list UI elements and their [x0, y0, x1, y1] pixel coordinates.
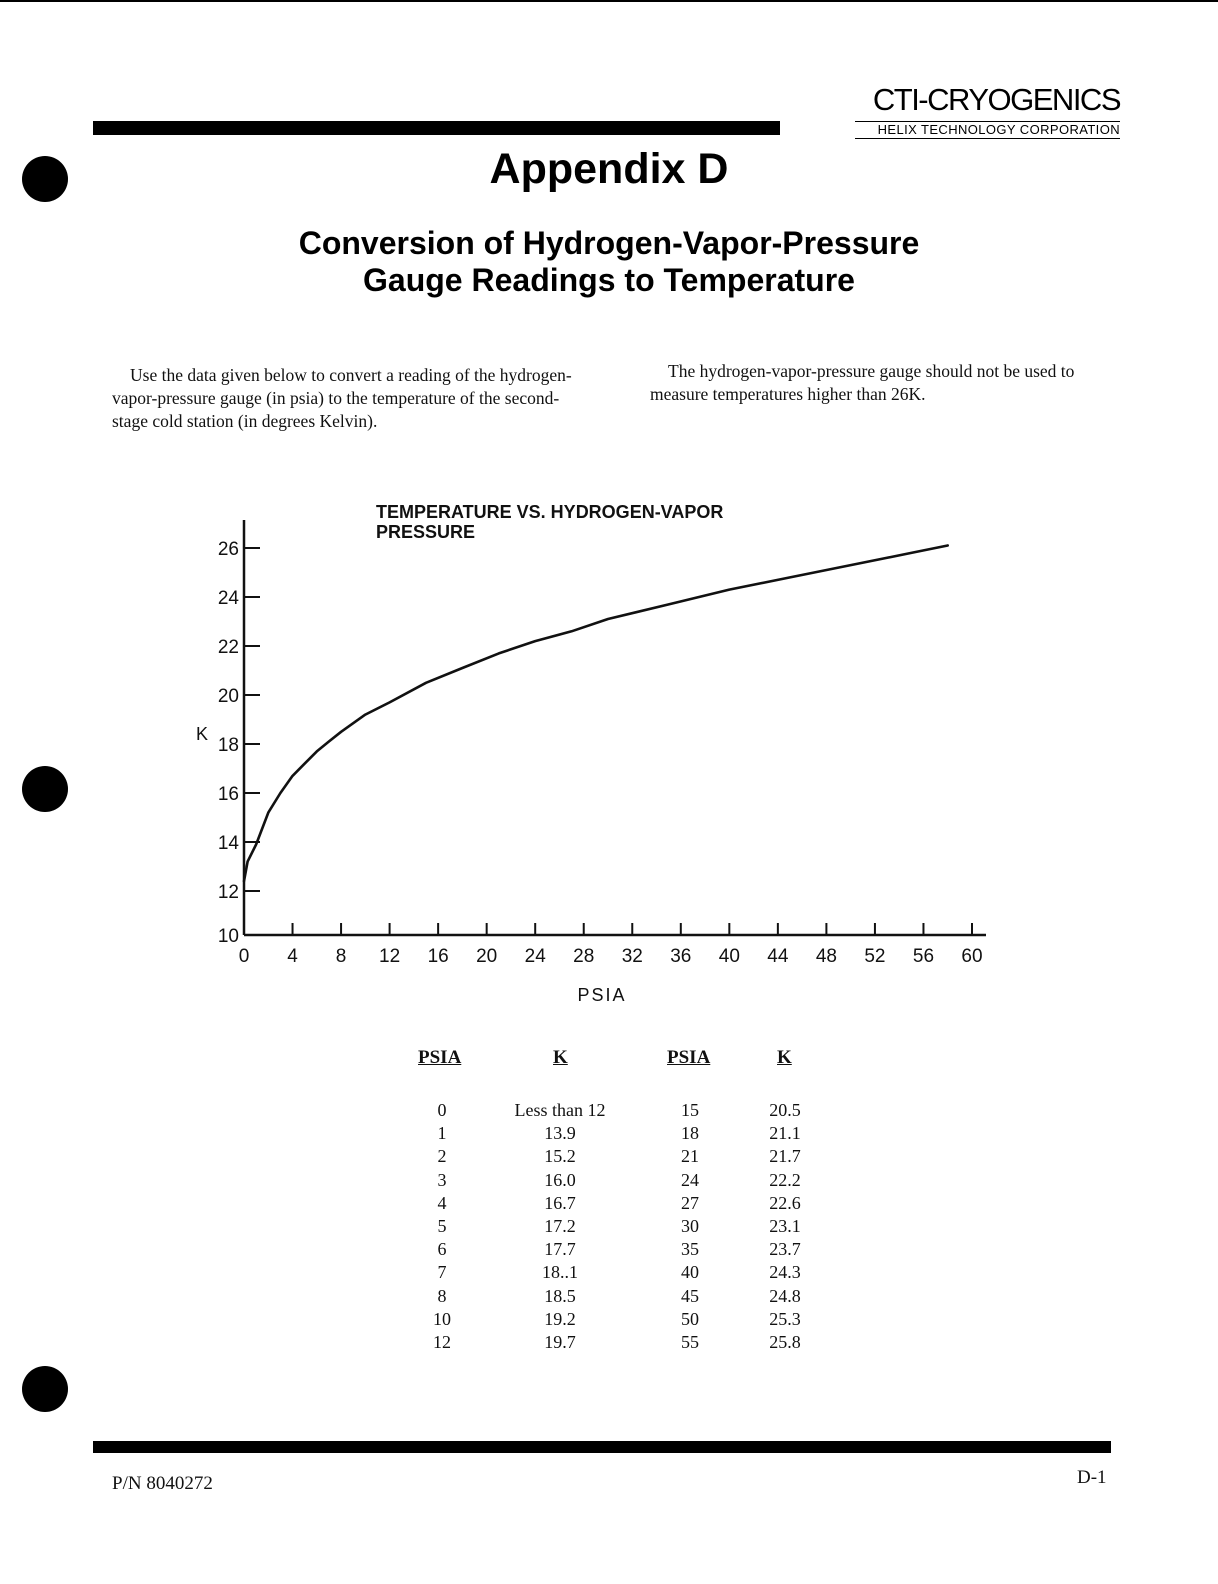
intro-paragraph-right: The hydrogen-vapor-pressure gauge should not be used to measure temperatures higher than 26K.: [650, 361, 1075, 404]
series-line-k: [244, 546, 948, 882]
table-cell-left-psia: 5: [437, 1216, 447, 1236]
company-logo-subtitle: HELIX TECHNOLOGY CORPORATION: [855, 121, 1120, 139]
table-header-k-right: K: [777, 1047, 792, 1068]
table-cell-left-psia: 3: [437, 1169, 447, 1190]
table-cell-left-k: 19.2: [544, 1308, 576, 1329]
y-tick-label: 14: [217, 833, 239, 854]
x-tick-label: 52: [864, 946, 886, 967]
table-cell-left-k: 16.7: [544, 1192, 576, 1213]
table-cell-left-k: 19.7: [544, 1332, 576, 1352]
table-cell-right-psia: 15: [681, 1100, 699, 1120]
table-cell-left-k: 17.2: [544, 1216, 576, 1236]
table-cell-right-k: 25.8: [769, 1332, 801, 1352]
table-cell-right-k: 23.7: [769, 1239, 801, 1260]
table-cell-right-psia: 45: [681, 1285, 699, 1306]
x-tick-label: 28: [573, 946, 595, 967]
x-tick-label: 36: [670, 946, 692, 967]
table-cell-right-psia: 24: [681, 1169, 699, 1190]
x-tick-label: 32: [621, 946, 643, 967]
table-header-k-left: K: [553, 1047, 568, 1068]
x-tick-label: 48: [815, 946, 837, 967]
table-cell-right-psia: 40: [681, 1262, 699, 1283]
table-header-psia-left: PSIA: [418, 1047, 462, 1068]
x-tick-label: 56: [912, 946, 935, 967]
x-tick-label: 40: [718, 946, 740, 967]
table-header-psia-right: PSIA: [667, 1047, 711, 1068]
table-cell-right-psia: 55: [681, 1332, 699, 1352]
y-tick-label: 22: [217, 637, 239, 658]
page-subtitle-line-2: Gauge Readings to Temperature: [363, 262, 855, 298]
table-cell-left-psia: 2: [437, 1146, 447, 1167]
x-tick-label: 16: [427, 946, 449, 967]
table-cell-right-psia: 18: [681, 1123, 699, 1144]
table-cell-right-k: 23.1: [769, 1216, 801, 1236]
table-cell-right-psia: 30: [681, 1216, 699, 1236]
table-cell-left-k: 15.2: [544, 1146, 576, 1167]
y-tick-label: 26: [217, 539, 239, 560]
footer-rule: [93, 1441, 1111, 1453]
part-number: P/N 8040272: [112, 1473, 213, 1494]
y-tick-label: 18: [217, 735, 239, 756]
x-tick-label: 44: [767, 946, 789, 967]
table-cell-left-psia: 7: [437, 1262, 447, 1283]
x-tick-label: 20: [476, 946, 498, 967]
y-tick-label: 16: [217, 784, 239, 805]
table-cell-right-psia: 21: [681, 1146, 699, 1167]
x-tick-label: 8: [335, 946, 347, 967]
table-cell-right-k: 24.3: [769, 1262, 801, 1283]
y-tick-label: 24: [217, 588, 239, 609]
x-tick-label: 0: [238, 946, 250, 967]
table-cell-right-k: 25.3: [769, 1308, 801, 1329]
y-tick-label: 20: [217, 686, 239, 707]
chart-title-line-2: PRESSURE: [376, 522, 476, 542]
y-tick-label: 12: [217, 882, 239, 903]
x-tick-label: 24: [524, 946, 546, 967]
table-cell-left-k: 13.9: [544, 1123, 576, 1144]
table-cell-left-psia: 4: [437, 1192, 447, 1213]
y-axis-label: K: [196, 724, 209, 744]
table-cell-left-psia: 6: [437, 1239, 447, 1260]
x-tick-label: 60: [961, 946, 983, 967]
page-title: Appendix D: [489, 145, 729, 193]
table-cell-left-psia: 1: [437, 1123, 447, 1144]
table-cell-left-psia: 8: [437, 1285, 447, 1306]
page-number: D-1: [1077, 1467, 1107, 1488]
y-tick-label: 10: [217, 926, 239, 947]
table-cell-right-k: 24.8: [769, 1285, 801, 1306]
table-cell-right-psia: 50: [681, 1308, 699, 1329]
x-tick-label: 4: [287, 946, 298, 967]
table-cell-left-psia: 10: [433, 1308, 451, 1329]
table-cell-left-k: 18.5: [544, 1285, 576, 1306]
intro-paragraph-left: Use the data given below to convert a reading of the hydrogen-vapor-pressure gauge (in psia) to the temperature of the second-stage cold station (in degrees Kelvin).: [112, 365, 572, 431]
table-cell-right-k: 22.6: [769, 1192, 801, 1213]
company-logo: CTI-CRYOGENICS: [872, 82, 1120, 117]
table-cell-right-psia: 35: [681, 1239, 699, 1260]
table-cell-left-k: 16.0: [544, 1169, 576, 1190]
table-cell-left-psia: 12: [433, 1332, 451, 1352]
table-cell-right-psia: 27: [681, 1192, 699, 1213]
binder-hole-bottom: [22, 1366, 68, 1412]
x-axis-label: PSIA: [577, 985, 627, 1005]
table-cell-right-k: 20.5: [769, 1100, 801, 1120]
x-tick-label: 12: [379, 946, 401, 967]
table-cell-left-k: 17.7: [544, 1239, 576, 1260]
table-cell-right-k: 21.1: [769, 1123, 801, 1144]
page-subtitle-line-1: Conversion of Hydrogen-Vapor-Pressure: [298, 225, 920, 261]
chart-title-line-1: TEMPERATURE VS. HYDROGEN-VAPOR: [376, 502, 724, 522]
table-cell-left-psia: 0: [437, 1100, 447, 1120]
table-cell-left-k: 18..1: [542, 1262, 578, 1283]
table-cell-right-k: 21.7: [769, 1146, 801, 1167]
table-cell-right-k: 22.2: [769, 1169, 801, 1190]
table-cell-left-k: Less than 12: [514, 1100, 606, 1120]
